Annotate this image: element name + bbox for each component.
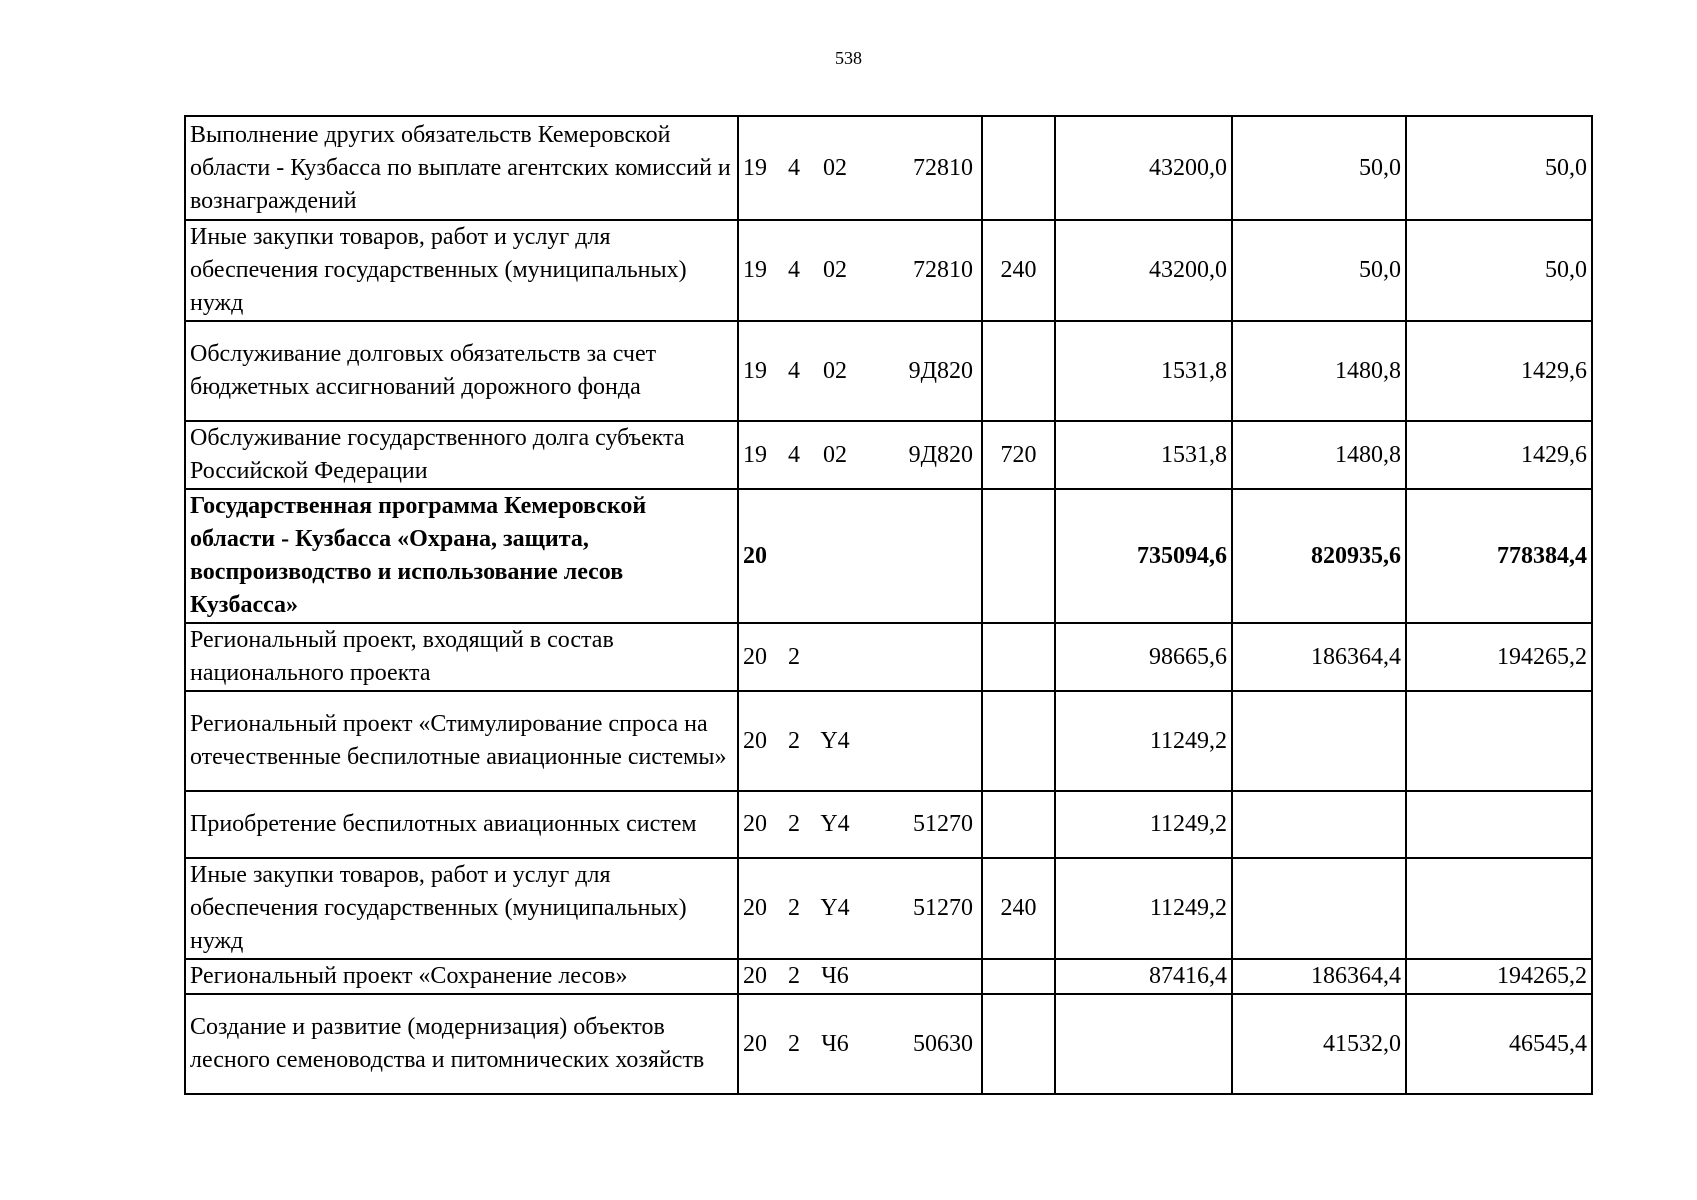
- expense-type: [982, 791, 1055, 858]
- amount-year-3: 1429,6: [1406, 421, 1592, 489]
- main-event-code: 02: [823, 154, 847, 181]
- amount-year-2: [1232, 691, 1406, 791]
- program-code: [738, 421, 982, 489]
- expense-type: 240: [982, 220, 1055, 321]
- amount-year-3: 194265,2: [1406, 959, 1592, 994]
- amount-year-3: 50,0: [1406, 116, 1592, 220]
- amount-year-1: 43200,0: [1055, 116, 1232, 220]
- amount-year-3: [1406, 858, 1592, 959]
- subprogram-number: 4: [788, 154, 800, 181]
- main-event-code: Y4: [820, 895, 850, 921]
- amount-year-1: 11249,2: [1055, 858, 1232, 959]
- table-row: [185, 994, 1592, 1094]
- direction-code: 50630: [913, 1030, 973, 1057]
- amount-year-1: 43200,0: [1055, 220, 1232, 321]
- program-number: 19: [743, 154, 767, 181]
- subprogram-number: 2: [788, 1030, 800, 1057]
- amount-year-1: 1531,8: [1055, 321, 1232, 421]
- direction-code: 9Д820: [908, 441, 973, 468]
- table-row-program-total: [185, 489, 1592, 623]
- program-code: [738, 623, 982, 691]
- amount-year-2: 186364,4: [1232, 623, 1406, 691]
- subprogram-number: 2: [788, 643, 800, 670]
- program-number: 20: [743, 811, 767, 837]
- program-code: [738, 220, 982, 321]
- table-row: [185, 858, 1592, 959]
- subprogram-number: 2: [788, 895, 800, 921]
- amount-year-1: [1055, 994, 1232, 1094]
- amount-year-3: 778384,4: [1406, 489, 1592, 623]
- program-code: [738, 959, 982, 994]
- direction-code: 72810: [913, 257, 973, 283]
- budget-table: [184, 115, 1593, 1095]
- table-row: [185, 421, 1592, 489]
- main-event-code: Y4: [820, 727, 850, 754]
- amount-year-1: 735094,6: [1055, 489, 1232, 623]
- main-event-code: Ч6: [821, 963, 849, 989]
- row-name: Обслуживание долговых обязательств за счет бюджетных ассигнований дорожного фонда: [185, 321, 738, 421]
- expense-type: [982, 959, 1055, 994]
- table-body: [185, 116, 1592, 1094]
- amount-year-2: 50,0: [1232, 116, 1406, 220]
- page-number: 538: [835, 48, 862, 68]
- main-event-code: 02: [823, 441, 847, 468]
- expense-type: [982, 691, 1055, 791]
- expense-type: [982, 489, 1055, 623]
- table-row: [185, 321, 1592, 421]
- row-name: Обслуживание государственного долга субъекта Российской Федерации: [185, 421, 738, 489]
- row-name: Региональный проект «Сохранение лесов»: [185, 959, 738, 994]
- amount-year-2: 1480,8: [1232, 321, 1406, 421]
- row-name: Региональный проект, входящий в состав национального проекта: [185, 623, 738, 691]
- expense-type: 240: [982, 858, 1055, 959]
- amount-year-2: [1232, 791, 1406, 858]
- direction-code: 51270: [913, 811, 973, 837]
- amount-year-2: 1480,8: [1232, 421, 1406, 489]
- amount-year-3: 50,0: [1406, 220, 1592, 321]
- program-number: 19: [743, 357, 767, 384]
- program-number: 20: [743, 727, 767, 754]
- row-name: Выполнение других обязательств Кемеровской области - Кузбасса по выплате агентских комиссий и вознаграждений: [185, 116, 738, 220]
- table-row: [185, 116, 1592, 220]
- main-event-code: Y4: [820, 811, 850, 837]
- main-event-code: Ч6: [821, 1030, 849, 1057]
- expense-type: [982, 321, 1055, 421]
- program-number: 20: [743, 542, 767, 569]
- amount-year-1: 11249,2: [1055, 691, 1232, 791]
- amount-year-3: 194265,2: [1406, 623, 1592, 691]
- amount-year-2: 186364,4: [1232, 959, 1406, 994]
- table-row: [185, 623, 1592, 691]
- row-name: Государственная программа Кемеровской области - Кузбасса «Охрана, защита, воспроизводство и использование лесов Кузбасса»: [185, 489, 738, 623]
- row-name: Создание и развитие (модернизация) объектов лесного семеноводства и питомнических хозяйств: [185, 994, 738, 1094]
- amount-year-2: [1232, 858, 1406, 959]
- row-name: Приобретение беспилотных авиационных систем: [185, 791, 738, 858]
- program-number: 20: [743, 1030, 767, 1057]
- program-code: [738, 691, 982, 791]
- amount-year-1: 1531,8: [1055, 421, 1232, 489]
- program-number: 20: [743, 895, 767, 921]
- amount-year-1: 87416,4: [1055, 959, 1232, 994]
- subprogram-number: 4: [788, 257, 800, 283]
- table-row: [185, 791, 1592, 858]
- amount-year-2: 820935,6: [1232, 489, 1406, 623]
- amount-year-1: 11249,2: [1055, 791, 1232, 858]
- program-code: [738, 994, 982, 1094]
- row-name: Иные закупки товаров, работ и услуг для обеспечения государственных (муниципальных) нужд: [185, 220, 738, 321]
- direction-code: 72810: [913, 154, 973, 181]
- program-code: [738, 489, 982, 623]
- subprogram-number: 2: [788, 963, 800, 989]
- row-name: Иные закупки товаров, работ и услуг для обеспечения государственных (муниципальных) нужд: [185, 858, 738, 959]
- main-event-code: 02: [823, 257, 847, 283]
- amount-year-1: 98665,6: [1055, 623, 1232, 691]
- row-name: Региональный проект «Стимулирование спроса на отечественные беспилотные авиационные системы»: [185, 691, 738, 791]
- program-number: 20: [743, 643, 767, 670]
- amount-year-3: 1429,6: [1406, 321, 1592, 421]
- program-code: [738, 116, 982, 220]
- subprogram-number: 2: [788, 811, 800, 837]
- amount-year-3: 46545,4: [1406, 994, 1592, 1094]
- main-event-code: 02: [823, 357, 847, 384]
- subprogram-number: 4: [788, 441, 800, 468]
- table-row: [185, 959, 1592, 994]
- program-code: [738, 791, 982, 858]
- subprogram-number: 4: [788, 357, 800, 384]
- amount-year-2: 50,0: [1232, 220, 1406, 321]
- program-number: 19: [743, 257, 767, 283]
- expense-type: [982, 623, 1055, 691]
- direction-code: 51270: [913, 895, 973, 921]
- expense-type: [982, 994, 1055, 1094]
- program-code: [738, 321, 982, 421]
- program-number: 19: [743, 441, 767, 468]
- program-code: [738, 858, 982, 959]
- subprogram-number: 2: [788, 727, 800, 754]
- amount-year-3: [1406, 791, 1592, 858]
- table-row: [185, 691, 1592, 791]
- direction-code: 9Д820: [908, 357, 973, 384]
- program-number: 20: [743, 963, 767, 989]
- expense-type: 720: [982, 421, 1055, 489]
- table-row: [185, 220, 1592, 321]
- amount-year-2: 41532,0: [1232, 994, 1406, 1094]
- amount-year-3: [1406, 691, 1592, 791]
- expense-type: [982, 116, 1055, 220]
